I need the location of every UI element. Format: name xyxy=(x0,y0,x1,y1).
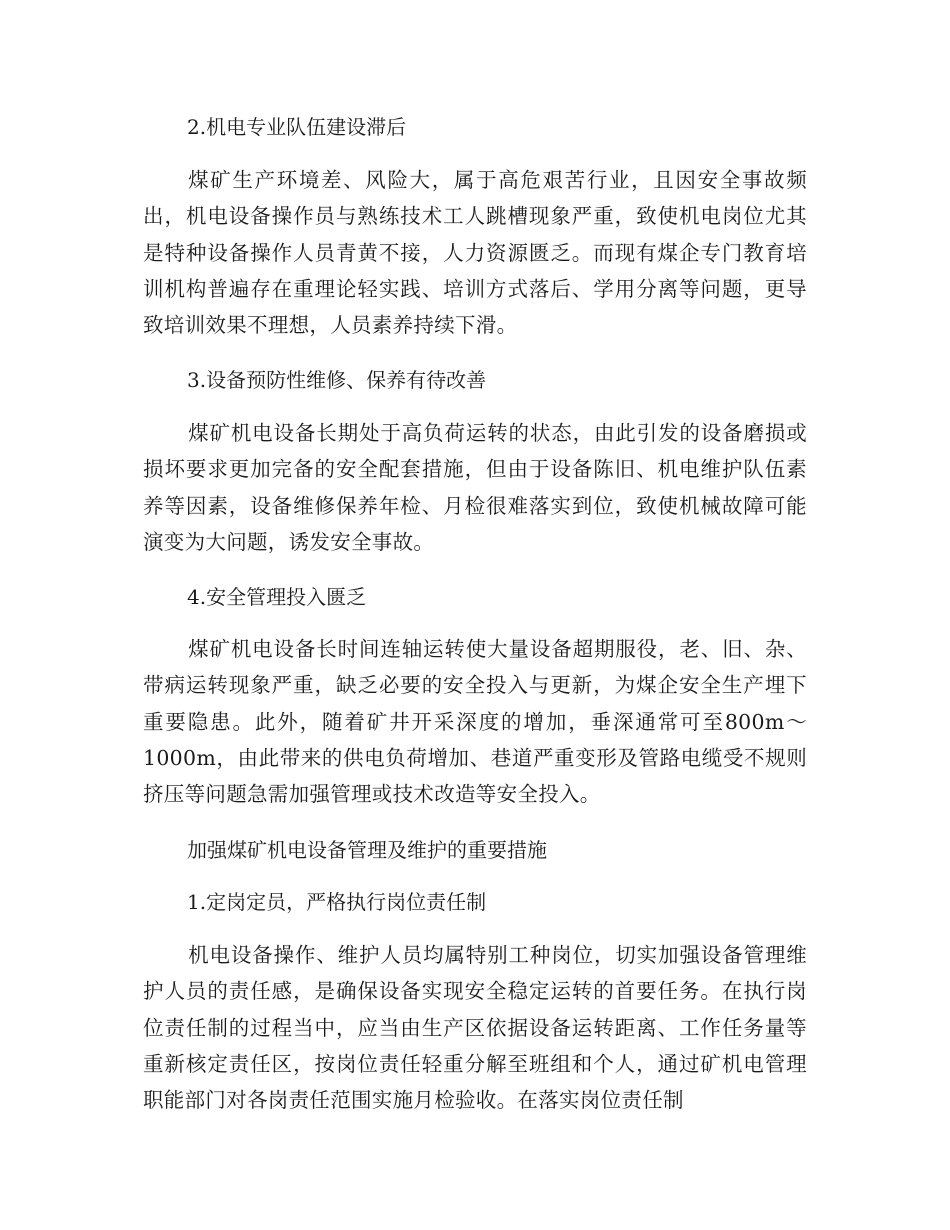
section-heading-2: 2.机电专业队伍建设滞后 xyxy=(187,115,407,139)
section-heading-3: 3.设备预防性维修、保养有待改善 xyxy=(187,368,487,392)
section-heading-4: 4.安全管理投入匮乏 xyxy=(187,585,367,609)
measure-1-heading: 1.定岗定员，严格执行岗位责任制 xyxy=(187,890,487,914)
section-paragraph-3: 煤矿机电设备长期处于高负荷运转的状态，由此引发的设备磨损或损坏要求更加完备的安全配套措施，但由于设备陈旧、机电维护队伍素养等因素，设备维修保养年检、月检很难落实到位，致使机械故障可能演变为大问题，诱发安全事故。 xyxy=(143,421,807,554)
section-paragraph-4: 煤矿机电设备长时间连轴运转使大量设备超期服役，老、旧、杂、带病运转现象严重，缺乏必要的安全投入与更新，为煤企安全生产埋下重要隐患。此外，随着矿井开采深度的增加，垂深通常可至800m～1000m，由此带来的供电负荷增加、巷道严重变形及管路电缆受不规则挤压等问题急需加强管理或技术改造等安全投入。 xyxy=(143,637,807,807)
section-paragraph-2: 煤矿生产环境差、风险大，属于高危艰苦行业，且因安全事故频出，机电设备操作员与熟练技术工人跳槽现象严重，致使机电岗位尤其是特种设备操作人员青黄不接，人力资源匮乏。而现有煤企专门教育培训机构普遍存在重理论轻实践、培训方式落后、学用分离等问题，更导致培训效果不理想，人员素养持续下滑。 xyxy=(143,168,807,338)
measures-heading: 加强煤矿机电设备管理及维护的重要措施 xyxy=(187,838,547,862)
measure-1-paragraph: 机电设备操作、维护人员均属特别工种岗位，切实加强设备管理维护人员的责任感，是确保设备实现安全稳定运转的首要任务。在执行岗位责任制的过程当中，应当由生产区依据设备运转距离、工作任务量等重新核定责任区，按岗位责任轻重分解至班组和个人，通过矿机电管理职能部门对各岗责任范围实施月检验收。在落实岗位责任制 xyxy=(143,943,807,1113)
